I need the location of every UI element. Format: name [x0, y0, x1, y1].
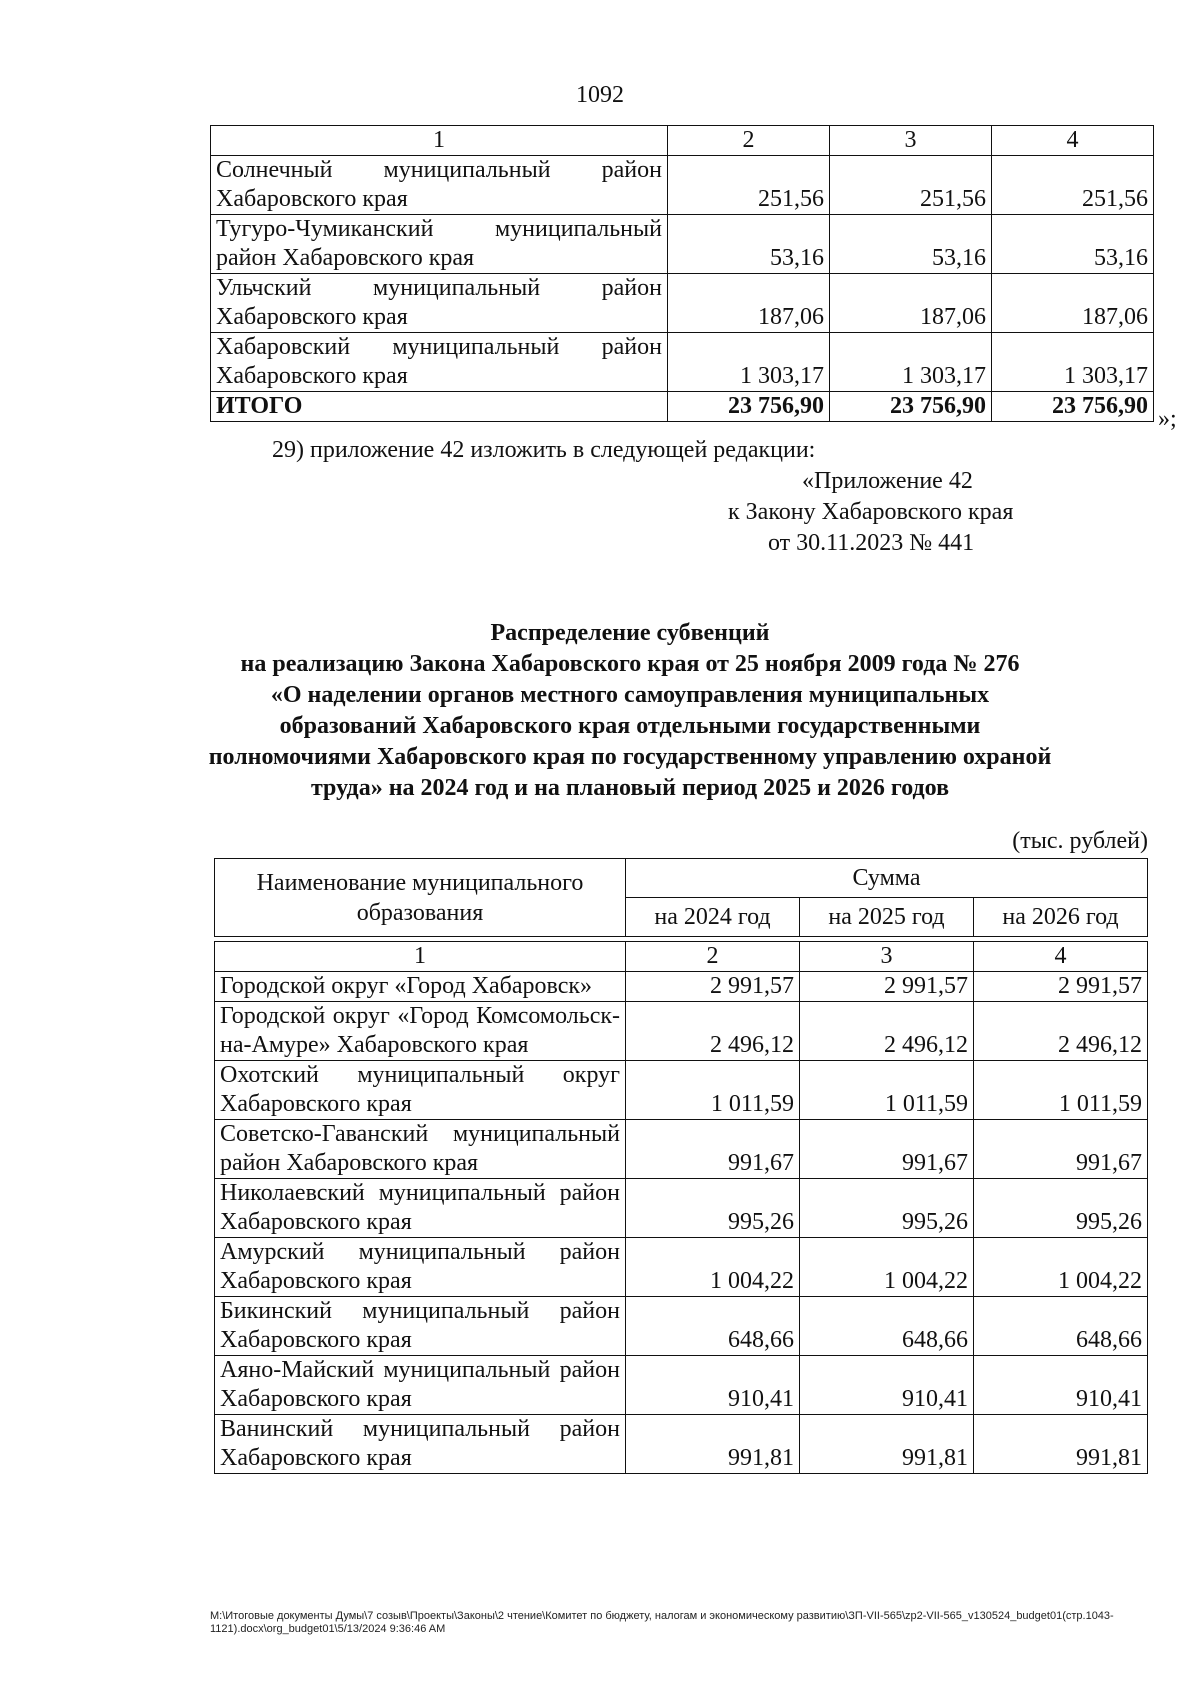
- municipality-name: Хабаровский муниципальный район Хабаровского края: [211, 333, 668, 392]
- value-2026: 995,26: [974, 1179, 1148, 1238]
- municipality-name: Охотский муниципальный округ Хабаровского края: [215, 1061, 626, 1120]
- municipality-name: Бикинский муниципальный район Хабаровского края: [215, 1297, 626, 1356]
- table-row: [215, 1061, 1148, 1120]
- table1-col-number: 4: [992, 126, 1154, 156]
- table-row: [215, 1120, 1148, 1179]
- total-2024: 23 756,90: [668, 392, 830, 422]
- title-line: труда» на 2024 год и на плановый период 2025 и 2026 годов: [310, 775, 950, 801]
- municipality-name: Николаевский муниципальный район Хабаровского края: [215, 1179, 626, 1238]
- table-row: [211, 274, 1154, 333]
- value-2024: 251,56: [668, 156, 830, 215]
- table-row: [215, 1179, 1148, 1238]
- table2-number-row: [215, 942, 1148, 972]
- continuation-table: [210, 125, 1154, 422]
- value-2025: 648,66: [800, 1297, 974, 1356]
- municipality-name: Солнечный муниципальный район Хабаровского края: [211, 156, 668, 215]
- value-2024: 910,41: [626, 1356, 800, 1415]
- subventions-table: [214, 858, 1148, 1474]
- value-2024: 53,16: [668, 215, 830, 274]
- value-2024: 648,66: [626, 1297, 800, 1356]
- municipality-name: Советско-Гаванский муниципальный район Хабаровского края: [215, 1120, 626, 1179]
- appendix-ref-line: «Приложение 42: [802, 468, 973, 494]
- title-line: «О наделении органов местного самоуправления муниципальных: [270, 682, 990, 708]
- value-2026: 648,66: [974, 1297, 1148, 1356]
- total-2026: 23 756,90: [992, 392, 1154, 422]
- value-2024: 2 991,57: [626, 972, 800, 1002]
- table1-col-number: 2: [668, 126, 830, 156]
- value-2025: 2 496,12: [800, 1002, 974, 1061]
- table-row: [215, 1002, 1148, 1061]
- closing-quote: »;: [1158, 406, 1177, 432]
- value-2025: 995,26: [800, 1179, 974, 1238]
- table2-col-number: 2: [626, 942, 800, 972]
- table2-header-row: [215, 859, 1148, 898]
- amendment-instruction: 29) приложение 42 изложить в следующей редакции:: [272, 437, 816, 463]
- municipality-name: Тугуро-Чумиканский муниципальный район Хабаровского края: [211, 215, 668, 274]
- value-2026: 251,56: [992, 156, 1154, 215]
- total-label: ИТОГО: [211, 392, 668, 422]
- value-2026: 1 004,22: [974, 1238, 1148, 1297]
- header-sum: Сумма: [626, 859, 1148, 898]
- value-2025: 2 991,57: [800, 972, 974, 1002]
- table-row: [215, 1415, 1148, 1474]
- municipality-name: Городской округ «Город Хабаровск»: [215, 972, 626, 1002]
- title-line: полномочиями Хабаровского края по государственному управлению охраной: [208, 744, 1052, 770]
- municipality-name: Ванинский муниципальный район Хабаровского края: [215, 1415, 626, 1474]
- table-row: [211, 333, 1154, 392]
- table1-col-number: 1: [211, 126, 668, 156]
- header-year-2025: на 2025 год: [800, 898, 974, 937]
- table-row: [211, 156, 1154, 215]
- value-2026: 1 011,59: [974, 1061, 1148, 1120]
- value-2025: 991,67: [800, 1120, 974, 1179]
- table1-header-row: [211, 126, 1154, 156]
- table2-col-number: 3: [800, 942, 974, 972]
- value-2025: 1 004,22: [800, 1238, 974, 1297]
- title-line: образований Хабаровского края отдельными государственными: [279, 713, 981, 739]
- table1-col-number: 3: [830, 126, 992, 156]
- table-row: [215, 1297, 1148, 1356]
- document-title: [150, 618, 1110, 804]
- municipality-name: Городской округ «Город Комсомольск-на-Амуре» Хабаровского края: [215, 1002, 626, 1061]
- value-2024: 991,81: [626, 1415, 800, 1474]
- table2-col-number: 1: [215, 942, 626, 972]
- value-2024: 991,67: [626, 1120, 800, 1179]
- value-2025: 1 303,17: [830, 333, 992, 392]
- value-2025: 187,06: [830, 274, 992, 333]
- value-2026: 53,16: [992, 215, 1154, 274]
- value-2025: 53,16: [830, 215, 992, 274]
- value-2025: 251,56: [830, 156, 992, 215]
- appendix-ref-line: от 30.11.2023 № 441: [768, 530, 975, 556]
- value-2026: 991,81: [974, 1415, 1148, 1474]
- value-2025: 910,41: [800, 1356, 974, 1415]
- file-path-footer: М:\Итоговые документы Думы\7 созыв\Проекты\Законы\2 чтение\Комитет по бюджету, налогам и экономическому развитию\ЗП-VII-565\zp2-VII-565_v130524_budget01(стр.1043-1121).docx\org_budget01\5/13/2024 9:36:46 AM: [210, 1610, 1114, 1635]
- table2-col-number: 4: [974, 942, 1148, 972]
- table-row: [215, 1238, 1148, 1297]
- value-2026: 1 303,17: [992, 333, 1154, 392]
- value-2024: 1 011,59: [626, 1061, 800, 1120]
- municipality-name: Ульчский муниципальный район Хабаровского края: [211, 274, 668, 333]
- value-2025: 991,81: [800, 1415, 974, 1474]
- header-year-2024: на 2024 год: [626, 898, 800, 937]
- header-municipality: Наименование муниципального образования: [215, 859, 626, 937]
- page-number: 1092: [576, 82, 624, 108]
- title-line: Распределение субвенций: [490, 620, 770, 646]
- table-row: [215, 972, 1148, 1002]
- municipality-name: Аяно-Майский муниципальный район Хабаровского края: [215, 1356, 626, 1415]
- appendix-reference: [728, 466, 1148, 559]
- municipality-name: Амурский муниципальный район Хабаровского края: [215, 1238, 626, 1297]
- value-2024: 1 004,22: [626, 1238, 800, 1297]
- value-2026: 187,06: [992, 274, 1154, 333]
- value-2024: 187,06: [668, 274, 830, 333]
- title-line: на реализацию Закона Хабаровского края от 25 ноября 2009 года № 276: [240, 651, 1020, 677]
- units-label: (тыс. рублей): [1012, 828, 1148, 854]
- value-2025: 1 011,59: [800, 1061, 974, 1120]
- header-year-2026: на 2026 год: [974, 898, 1148, 937]
- value-2024: 2 496,12: [626, 1002, 800, 1061]
- table-row: [215, 1356, 1148, 1415]
- value-2024: 995,26: [626, 1179, 800, 1238]
- value-2024: 1 303,17: [668, 333, 830, 392]
- value-2026: 2 991,57: [974, 972, 1148, 1002]
- total-row: [211, 392, 1154, 422]
- table-row: [211, 215, 1154, 274]
- value-2026: 991,67: [974, 1120, 1148, 1179]
- value-2026: 2 496,12: [974, 1002, 1148, 1061]
- value-2026: 910,41: [974, 1356, 1148, 1415]
- total-2025: 23 756,90: [830, 392, 992, 422]
- appendix-ref-line: к Закону Хабаровского края: [728, 499, 1014, 525]
